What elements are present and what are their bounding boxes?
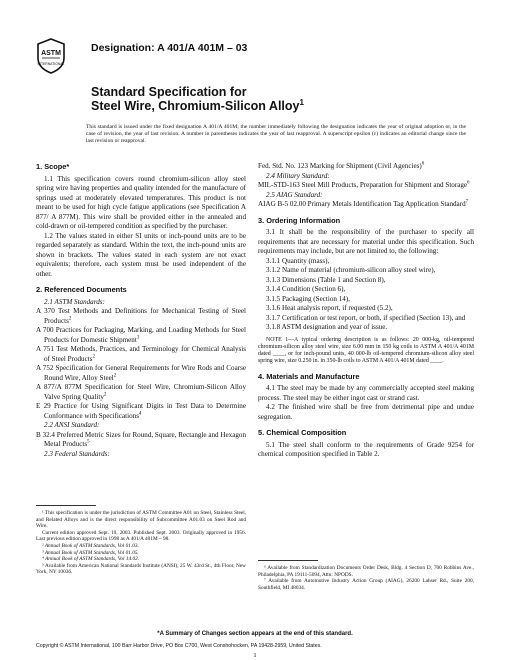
ansi-standard-label: 2.2 ANSI Standard:	[44, 421, 100, 429]
footnotes-right	[258, 560, 474, 591]
footnote: ³ Annual Book of ASTM Standards, Vol 01.05.	[42, 549, 139, 556]
section-ordering-heading: 3. Ordering Information	[258, 215, 341, 225]
title-line2: Steel Wire, Chromium-Silicon Alloy$^1$	[91, 97, 304, 113]
issuance-note: This standard is issued under the fixed designation A 401/A 401M; the number immediately following the designation indicates the year of original adoption or, in the case of revision, the year of last revision. A number in parentheses indicates the year of last reapproval. A superscript epsilon (ε) indicates an editorial change since the last revision or reapproval.	[86, 124, 466, 144]
ordering-item: 3.1.3 Dimensions (Table 1 and Section 8),	[266, 275, 386, 284]
ordering-3-1: 3.1 It shall be the responsibility of the purchaser to specify all requirements that are necessary for material under this specification. Such requirements may include, but are not limited to, the following:	[258, 228, 474, 255]
left-column	[36, 162, 246, 459]
chemical-5-1: 5.1 The steel shall conform to the requirements of Grade 9254 for chemical composition specified in Table 2.	[258, 440, 474, 459]
right-column	[258, 162, 474, 460]
astm-logo-icon	[36, 38, 66, 74]
astm-logo	[36, 38, 66, 74]
ordering-item: 3.1.6 Heat analysis report, if requested (5.2),	[266, 304, 393, 312]
section-chemical-heading: 5. Chemical Composition	[258, 428, 347, 438]
materials-4-2: 4.2 The finished wire shall be free from detrimental pipe and undue segregation.	[258, 403, 474, 421]
footnote: ⁷ Available from Automotive Industry Action Group (AIAG), 26200 Lahser Rd., Suite 200, Southfield, MI 48034.	[258, 578, 474, 591]
page-number: 1	[253, 652, 257, 659]
copyright: Copyright © ASTM International, 100 Barr Harbor Drive, PO Box C700, West Conshohocken, PA 19428-2959, United States.	[36, 643, 322, 649]
ordering-item: 3.1.7 Certification or test report, or both, if specified (Section 13), and	[266, 313, 466, 322]
footnote: ⁵ Available from American National Standards Institute (ANSI), 25 W. 43rd St., 4th Floor, New York, NY 10036.	[36, 562, 246, 576]
materials-4-1: 4.1 The steel may be made by any commercially accepted steel making process. The steel may be either ingot cast or strand cast.	[258, 384, 474, 402]
footnotes-left	[36, 505, 246, 576]
aiag-standard-label: 2.5 AIAG Standard:	[266, 190, 323, 199]
ref-item: MIL-STD-163 Steel Mill Products, Preparation for Shipment and Storage$^6$	[258, 180, 470, 189]
summary-of-changes-note: *A Summary of Changes section appears at the end of this standard.	[157, 631, 353, 637]
ref-item: A 751 Test Methods, Practices, and Terminology for Chemical Analysis of Steel Products$^2$	[36, 345, 246, 363]
ordering-item: 3.1.2 Name of material (chromium-silicon alloy steel wire),	[266, 266, 436, 274]
title-line1: Standard Specification for	[91, 85, 247, 99]
ref-item: E 29 Practice for Using Significant Digits in Test Data to Determine Conformance with Specifications$^4$	[36, 402, 246, 420]
footnote: ² Annual Book of ASTM Standards, Vol 01.03.	[42, 542, 139, 549]
ref-item: Fed. Std. No. 123 Marking for Shipment (Civil Agencies)$^6$	[258, 161, 425, 170]
ordering-item: 3.1.4 Condition (Section 6),	[266, 285, 346, 293]
footnote-divider	[258, 560, 318, 561]
footnote: Current edition approved Sept. 10, 2003. Published Sept. 2003. Originally approved in 1956. Last previous edition approved in 1998 as A 401/A 401M – 98.	[36, 529, 246, 543]
footnote: ⁴ Annual Book of ASTM Standards, Vol 14.02.	[42, 556, 140, 563]
page-title	[91, 85, 304, 113]
svg-text:ASTM: ASTM	[41, 50, 61, 57]
federal-standards-label: 2.3 Federal Standards:	[44, 449, 110, 458]
designation: Designation: A 401/A 401M – 03	[91, 42, 248, 54]
ref-item: A 700 Practices for Packaging, Marking, and Loading Methods for Steel Products for Domestic Shipment$^3$	[36, 326, 246, 344]
scope-1-2: 1.2 The values stated in either SI units or inch-pound units are to be regarded separately as standard. Within the text, the inch-pound units are shown in brackets. The values stated in each system are not exact equivalents; therefore, each system must be used independent of the other.	[36, 231, 246, 278]
section-materials-heading: 4. Materials and Manufacture	[258, 371, 360, 381]
ordering-item: 3.1.8 ASTM designation and year of issue.	[266, 323, 388, 331]
ref-item: A 752 Specification for General Requirements for Wire Rods and Coarse Round Wire, Alloy Steel$^2$	[36, 364, 246, 382]
svg-text:INTERNATIONAL: INTERNATIONAL	[37, 62, 65, 66]
section-referenced-documents-heading: 2. Referenced Documents	[36, 285, 127, 294]
section-scope-heading: 1. Scope*	[36, 162, 70, 171]
ordering-item: 3.1.1 Quantity (mass),	[266, 256, 330, 265]
scope-1-1: 1.1 This specification covers round chromium-silicon alloy steel spring wire having properties and quality intended for the manufacture of springs used at moderately elevated temperatures. This product is not meant to be used for high cycle fatigue applications (see Specification A 877/ A 877M). This wire shall be provided either in the annealed and cold-drawn or oil-tempered condition as specified by the purchaser.	[36, 174, 246, 230]
note-1: NOTE 1—A typical ordering description is as follows: 20 000-kg, oil-tempered chromium-silicon alloy steel wire, size 6.00 mm in 150 kg coils to ASTM A 401/A 401M dated ____, or for inch-pound units, 40 000-lb oil-tempered chromium-silicon alloy steel spring wire, size 0.250 in. in 350-lb coils to ASTM A 401/A 401M dated ____.	[258, 336, 474, 365]
astm-standards-label: 2.1 ASTM Standards:	[44, 297, 105, 306]
ordering-item: 3.1.5 Packaging (Section 14),	[266, 294, 350, 303]
ref-item: A 877/A 877M Specification for Steel Wire, Chromium-Silicon Alloy Valve Spring Quality$^2$	[36, 383, 246, 401]
ref-item: A 370 Test Methods and Definitions for Mechanical Testing of Steel Products$^2$	[36, 307, 246, 325]
ref-item: B 32.4 Preferred Metric Sizes for Round, Square, Rectangle and Hexagon Metal Products$^5$	[36, 430, 246, 448]
military-standard-label: 2.4 Military Standard:	[266, 171, 330, 180]
ref-item: AIAG B-5 02.00 Primary Metals Identification Tag Application Standard$^7$	[258, 199, 469, 208]
footnote-divider	[36, 505, 96, 506]
footnote: ⁶ Available from Standardization Documents Order Desk, Bldg. 4 Section D, 700 Robbins Ave., Philadelphia, PA 19111-5094, Attn: NPODS.	[258, 565, 474, 578]
footnote: ¹ This specification is under the jurisdiction of ASTM Committee A01 on Steel, Stainless Steel, and Related Alloys and is the direct responsibility of Subcommittee A01.03 on Steel Rod and Wire.	[36, 510, 246, 530]
